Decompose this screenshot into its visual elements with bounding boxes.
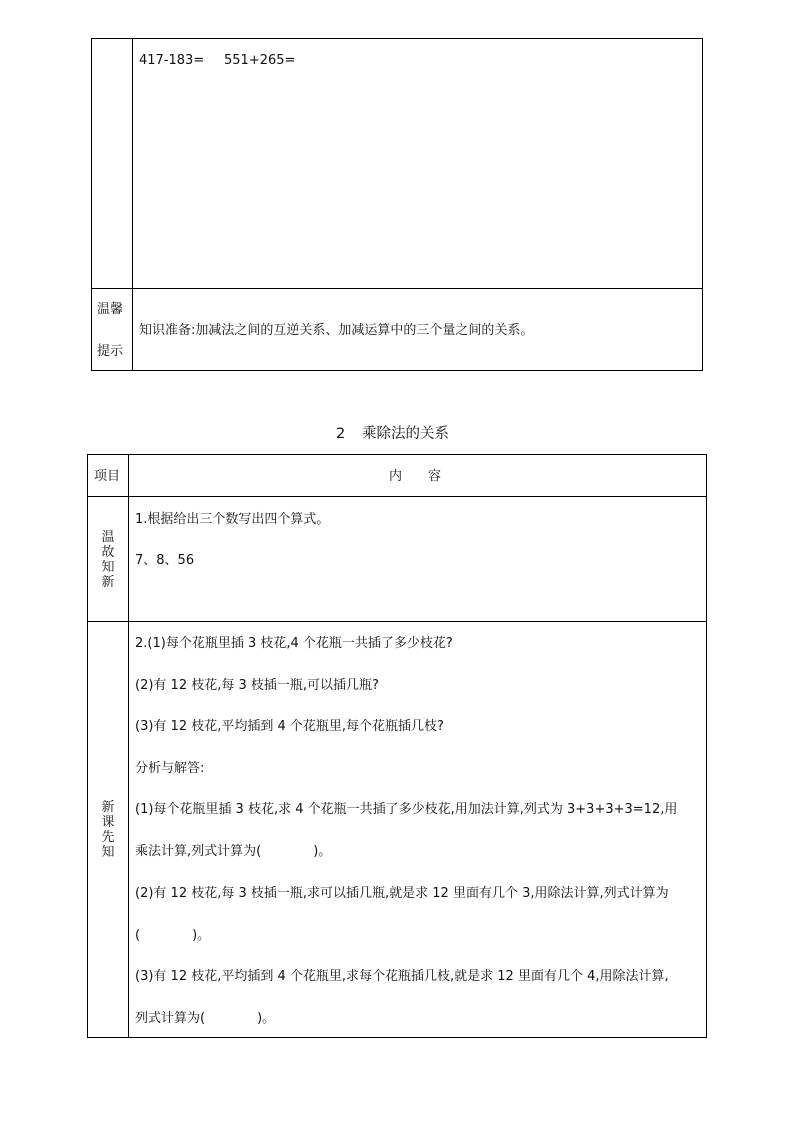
section-title: 乘除法的关系 (362, 426, 449, 442)
column-header-item: 项目 (94, 469, 121, 484)
tip-text: 知识准备:加减法之间的互逆关系、加减运算中的三个量之间的关系。 (139, 323, 534, 338)
table-column-divider (132, 39, 133, 370)
exercise-subtraction: 417-183= (139, 53, 205, 68)
answer-2-line-2: ( )。 (135, 928, 211, 943)
review-question: 1.根据给出三个数写出四个算式。 (135, 512, 330, 527)
answer-3-line-2: 列式计算为( )。 (135, 1011, 276, 1026)
column-header-content: 内 容 (389, 469, 442, 484)
table-row-divider (92, 288, 702, 289)
tip-label-line-1: 温馨 (97, 302, 124, 317)
section-number: 2 (336, 426, 346, 442)
question-3: (3)有 12 枝花,平均插到 4 个花瓶里,每个花瓶插几枝? (135, 719, 444, 734)
exercise-addition: 551+265= (224, 53, 296, 68)
answer-1-line-1: (1)每个花瓶里插 3 枝花,求 4 个花瓶一共插了多少枝花,用加法计算,列式为 3+3+3+3=12,用 (135, 802, 678, 817)
answer-3-line-1: (3)有 12 枝花,平均插到 4 个花瓶里,求每个花瓶插几枝,就是求 12 里面有几个 4,用除法计算, (135, 969, 669, 984)
review-numbers: 7、8、56 (135, 553, 195, 568)
analysis-heading: 分析与解答: (135, 761, 205, 776)
tip-label-line-2: 提示 (97, 344, 124, 359)
table-row-divider (88, 621, 706, 622)
question-1: 2.(1)每个花瓶里插 3 枝花,4 个花瓶一共插了多少枝花? (135, 636, 453, 651)
previous-lesson-table (91, 38, 703, 371)
row-label-new-lesson: 新课先知 (101, 800, 115, 860)
answer-2-line-1: (2)有 12 枝花,每 3 枝插一瓶,求可以插几瓶,就是求 12 里面有几个 3,用除法计算,列式计算为 (135, 886, 669, 901)
table-row-divider (88, 496, 706, 497)
table-column-divider (128, 455, 129, 1037)
lesson-table (87, 454, 707, 1038)
row-label-review: 温故知新 (101, 530, 115, 590)
answer-1-line-2: 乘法计算,列式计算为( )。 (135, 844, 332, 859)
question-2: (2)有 12 枝花,每 3 枝插一瓶,可以插几瓶? (135, 678, 379, 693)
